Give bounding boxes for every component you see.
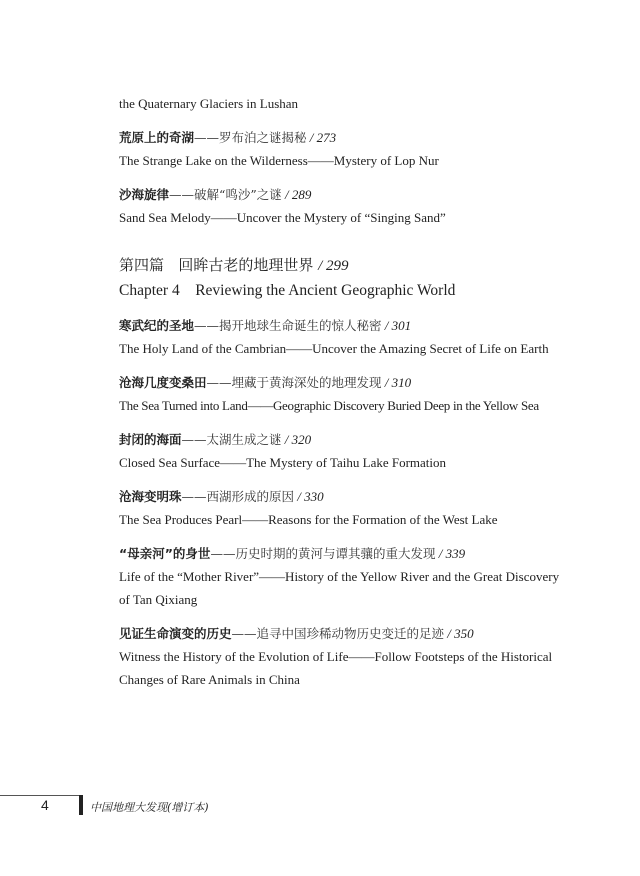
entry-title-en: Witness the History of the Evolution of Life——Follow Footsteps of the Historical	[119, 649, 553, 664]
entry-title-en-continued: of Tan Qixiang	[119, 592, 198, 607]
running-footer-title: 中国地理大发现(增订本)	[90, 801, 209, 814]
continued-entry-line: the Quaternary Glaciers in Lushan	[119, 96, 299, 111]
entry-title-en: The Sea Produces Pearl——Reasons for the Formation of the West Lake	[119, 512, 498, 527]
toc-entry	[119, 371, 589, 417]
entry-title-zh: 见证生命演变的历史	[119, 626, 232, 641]
entry-subtitle-zh: ——破解“鸣沙”之谜	[169, 187, 282, 202]
toc-entry	[119, 542, 589, 611]
toc-entry	[119, 314, 589, 360]
entry-subtitle-zh: ——西湖形成的原因	[181, 489, 295, 504]
entry-subtitle-zh: ——历史时期的黄河与谭其骧的重大发现	[210, 546, 436, 561]
entry-subtitle-zh: ——罗布泊之谜揭秘	[194, 130, 307, 145]
page-number: 4	[41, 797, 49, 813]
entry-title-zh: 寒武纪的圣地	[119, 318, 195, 333]
entry-title-zh: 沧海几度变桑田	[119, 375, 207, 390]
chapter-heading	[119, 253, 589, 303]
entry-title-en: The Strange Lake on the Wilderness——Mystery of Lop Nur	[119, 153, 439, 168]
entry-title-zh: “母亲河”的身世	[119, 546, 211, 561]
page-ref: / 350	[447, 626, 474, 641]
page-ref: / 339	[438, 546, 466, 561]
entry-title-zh: 荒原上的奇湖	[119, 130, 195, 145]
entry-title-en: The Sea Turned into Land——Geographic Discovery Buried Deep in the Yellow Sea	[119, 398, 539, 413]
entry-title-en: The Holy Land of the Cambrian——Uncover the Amazing Secret of Life on Earth	[119, 341, 549, 356]
page-ref: / 301	[384, 318, 412, 333]
entry-title-en: Life of the “Mother River”——History of the Yellow River and the Great Discovery	[119, 569, 560, 584]
entry-title-zh: 沙海旋律	[119, 187, 170, 202]
chapter-title-zh: 回眸古老的地理世界	[178, 256, 314, 274]
page-ref: / 330	[297, 489, 324, 504]
entry-title-en: Sand Sea Melody——Uncover the Mystery of “Singing Sand”	[119, 210, 446, 225]
chapter-label-en: Chapter 4	[119, 282, 180, 299]
chapter-title-en: Reviewing the Ancient Geographic World	[195, 282, 456, 299]
chapter-label-zh: 第四篇	[119, 256, 165, 274]
table-of-contents	[119, 92, 589, 691]
toc-entry	[119, 126, 589, 172]
toc-entry	[119, 622, 589, 691]
entry-subtitle-zh: ——埋藏于黄海深处的地理发现	[206, 375, 382, 390]
page-ref: / 299	[318, 258, 349, 274]
toc-entry	[119, 428, 589, 474]
toc-entry	[119, 485, 589, 531]
entry-title-zh: 沧海变明珠	[119, 489, 182, 504]
page-ref: / 273	[309, 130, 337, 145]
toc-entry	[119, 183, 589, 229]
page-ref: / 310	[384, 375, 412, 390]
entry-subtitle-zh: ——揭开地球生命诞生的惊人秘密	[194, 318, 382, 333]
footer-divider-bar	[79, 795, 83, 815]
entry-title-en: Closed Sea Surface——The Mystery of Taihu Lake Formation	[119, 455, 447, 470]
page-ref: / 289	[285, 187, 312, 202]
entry-subtitle-zh: ——太湖生成之谜	[181, 432, 282, 447]
page-ref: / 320	[284, 432, 312, 447]
entry-title-en-continued: Changes of Rare Animals in China	[119, 672, 300, 687]
entry-title-zh: 封闭的海面	[119, 432, 182, 447]
footer-rule	[0, 795, 80, 796]
entry-subtitle-zh: ——追寻中国珍稀动物历史变迁的足迹	[231, 626, 445, 641]
